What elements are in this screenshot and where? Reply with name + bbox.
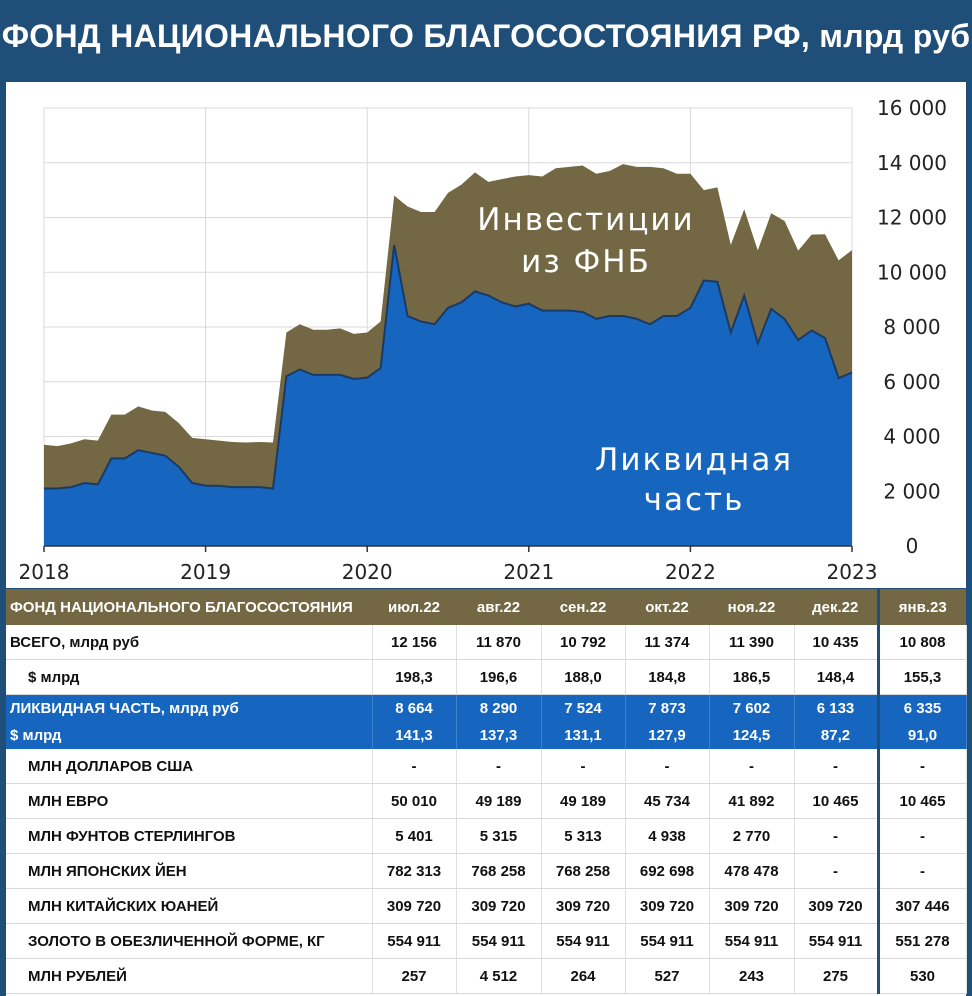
x-tick-label: 2023 [826, 560, 878, 584]
table-cell: 184,8 [625, 660, 709, 695]
table-cell: 530 [878, 959, 966, 994]
row-label: МЛН ДОЛЛАРОВ США [6, 749, 372, 784]
table-cell: - [709, 749, 794, 784]
table-cell: 41 892 [709, 784, 794, 819]
table-row [6, 722, 966, 749]
table-cell: 11 390 [709, 625, 794, 660]
table-row [6, 924, 966, 959]
table-cell: 243 [709, 959, 794, 994]
table-cell: 198,3 [372, 660, 456, 695]
row-label: МЛН ЕВРО [6, 784, 372, 819]
row-label: МЛН РУБЛЕЙ [6, 959, 372, 994]
table-cell: 2 770 [709, 819, 794, 854]
table-cell: 309 720 [372, 889, 456, 924]
month-header: окт.22 [625, 589, 709, 625]
table-cell: 309 720 [541, 889, 625, 924]
table-cell: 148,4 [794, 660, 878, 695]
table-cell: 768 258 [541, 854, 625, 889]
table-cell: 4 512 [456, 959, 541, 994]
table-cell: - [372, 749, 456, 784]
table-cell: 87,2 [794, 722, 878, 749]
table-row [6, 660, 966, 695]
page-title: ФОНД НАЦИОНАЛЬНОГО БЛАГОСОСТОЯНИЯ РФ, млрд руб [1, 18, 971, 54]
table-cell: 186,5 [709, 660, 794, 695]
y-tick-label: 4 000 [883, 424, 941, 449]
table-row [6, 959, 966, 994]
table-cell: 10 465 [878, 784, 966, 819]
table-cell: - [878, 819, 966, 854]
table-cell: 137,3 [456, 722, 541, 749]
table-cell: 91,0 [878, 722, 966, 749]
table-cell: 50 010 [372, 784, 456, 819]
table-cell: - [878, 854, 966, 889]
table-header-label: ФОНД НАЦИОНАЛЬНОГО БЛАГОСОСТОЯНИЯ [6, 589, 372, 625]
y-tick-label: 2 000 [883, 479, 941, 504]
table-row [6, 819, 966, 854]
table-cell: 11 374 [625, 625, 709, 660]
row-label: МЛН КИТАЙСКИХ ЮАНЕЙ [6, 889, 372, 924]
row-label: ВСЕГО, млрд руб [6, 625, 372, 660]
table-cell: 6 335 [878, 695, 966, 723]
table-row [6, 625, 966, 660]
investments-label-line1: Инвестиции [477, 202, 695, 238]
month-header: ноя.22 [709, 589, 794, 625]
row-label: МЛН ФУНТОВ СТЕРЛИНГОВ [6, 819, 372, 854]
table-cell: 6 133 [794, 695, 878, 723]
table-cell: 309 720 [794, 889, 878, 924]
y-tick-label: 14 000 [877, 150, 947, 175]
table-cell: - [794, 749, 878, 784]
table-cell: 49 189 [541, 784, 625, 819]
table-header-row [6, 589, 966, 625]
table-cell: - [794, 819, 878, 854]
y-tick-label: 8 000 [883, 315, 941, 339]
table-cell: 554 911 [794, 924, 878, 959]
table-row [6, 749, 966, 784]
table-row [6, 695, 966, 723]
table-cell: 768 258 [456, 854, 541, 889]
investments-label-line2: из ФНБ [521, 244, 651, 280]
table-cell: 127,9 [625, 722, 709, 749]
y-tick-label: 10 000 [877, 260, 947, 285]
month-header: июл.22 [372, 589, 456, 625]
table-cell: 10 465 [794, 784, 878, 819]
table-cell: 188,0 [541, 660, 625, 695]
area-chart [6, 82, 966, 588]
x-tick-label: 2018 [18, 560, 70, 584]
y-tick-label: 6 000 [883, 369, 941, 394]
table-cell: 10 435 [794, 625, 878, 660]
table-cell: 49 189 [456, 784, 541, 819]
chart-panel [6, 82, 966, 588]
table-cell: 554 911 [541, 924, 625, 959]
table-cell: 554 911 [372, 924, 456, 959]
x-tick-label: 2021 [503, 560, 555, 584]
table-cell: 7 524 [541, 695, 625, 723]
table-cell: 8 664 [372, 695, 456, 723]
table-cell: 45 734 [625, 784, 709, 819]
table-row [6, 889, 966, 924]
table-cell: 478 478 [709, 854, 794, 889]
month-header: янв.23 [878, 589, 966, 625]
title-bar [0, 0, 972, 80]
table-cell: 5 313 [541, 819, 625, 854]
x-tick-label: 2020 [341, 560, 393, 584]
table-cell: 131,1 [541, 722, 625, 749]
x-tick-label: 2019 [180, 560, 232, 584]
table-cell: - [625, 749, 709, 784]
table-row [6, 854, 966, 889]
table-cell: 12 156 [372, 625, 456, 660]
table-cell: 7 873 [625, 695, 709, 723]
table-cell: - [878, 749, 966, 784]
table-cell: 527 [625, 959, 709, 994]
table-cell: 307 446 [878, 889, 966, 924]
month-header: сен.22 [541, 589, 625, 625]
data-table [6, 589, 967, 994]
table-cell: - [794, 854, 878, 889]
table-cell: 124,5 [709, 722, 794, 749]
table-cell: 782 313 [372, 854, 456, 889]
y-tick-label: 16 000 [877, 96, 947, 120]
y-tick-label: 0 [905, 534, 919, 558]
table-cell: 257 [372, 959, 456, 994]
month-header: авг.22 [456, 589, 541, 625]
table-cell: 10 808 [878, 625, 966, 660]
table-cell: 554 911 [625, 924, 709, 959]
table-cell: 264 [541, 959, 625, 994]
liquid-label-line1: Ликвидная [595, 442, 793, 478]
table-cell: 10 792 [541, 625, 625, 660]
row-label: $ млрд [6, 722, 372, 749]
row-label: ЛИКВИДНАЯ ЧАСТЬ, млрд руб [6, 695, 372, 723]
table-row [6, 784, 966, 819]
table-cell: 155,3 [878, 660, 966, 695]
table-cell: 309 720 [709, 889, 794, 924]
row-label: $ млрд [6, 660, 372, 695]
table-cell: 5 401 [372, 819, 456, 854]
table-cell: 5 315 [456, 819, 541, 854]
table-cell: 7 602 [709, 695, 794, 723]
y-tick-label: 12 000 [877, 205, 947, 230]
row-label: МЛН ЯПОНСКИХ ЙЕН [6, 854, 372, 889]
table-cell: - [456, 749, 541, 784]
table-cell: 554 911 [456, 924, 541, 959]
table-cell: 141,3 [372, 722, 456, 749]
table-cell: 551 278 [878, 924, 966, 959]
table-cell: 309 720 [456, 889, 541, 924]
table-cell: - [541, 749, 625, 784]
liquid-label-line2: часть [643, 482, 745, 518]
table-cell: 4 938 [625, 819, 709, 854]
data-table-panel [6, 589, 966, 996]
table-cell: 11 870 [456, 625, 541, 660]
table-cell: 8 290 [456, 695, 541, 723]
table-cell: 309 720 [625, 889, 709, 924]
month-header: дек.22 [794, 589, 878, 625]
row-label: ЗОЛОТО В ОБЕЗЛИЧЕННОЙ ФОРМЕ, КГ [6, 924, 372, 959]
table-cell: 692 698 [625, 854, 709, 889]
table-cell: 554 911 [709, 924, 794, 959]
x-tick-label: 2022 [664, 560, 716, 584]
table-cell: 275 [794, 959, 878, 994]
table-cell: 196,6 [456, 660, 541, 695]
